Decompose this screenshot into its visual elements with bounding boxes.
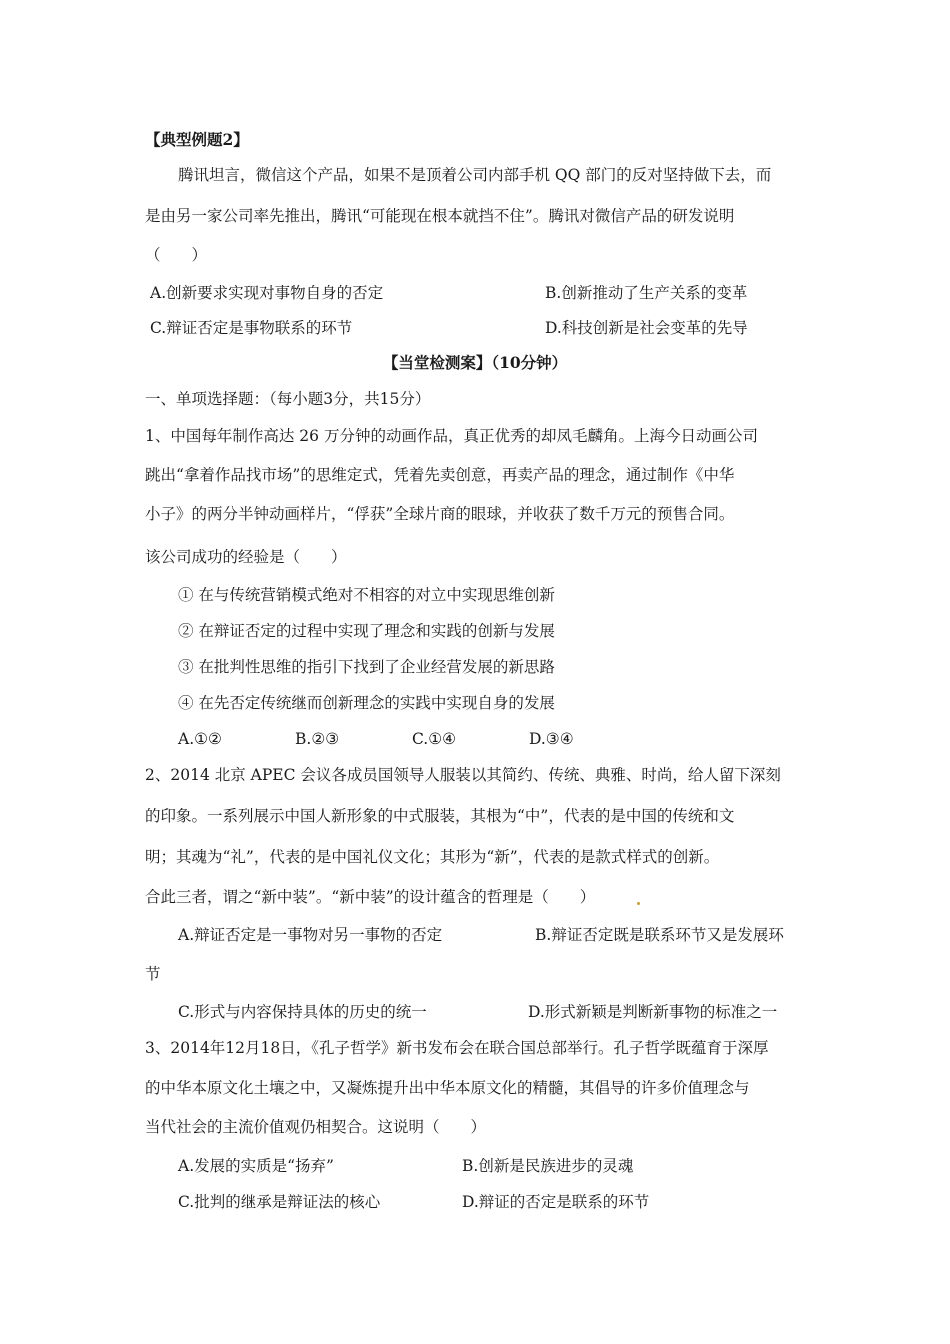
example-option-d: D.科技创新是社会变革的先导 bbox=[545, 319, 748, 337]
q1-text-line: 该公司成功的经验是（ ） bbox=[145, 548, 347, 566]
q1-text-line: 小子》的两分半钟动画样片，“俘获”全球片商的眼球，并收获了数千万元的预售合同。 bbox=[145, 505, 735, 523]
q1-option-d: D.③④ bbox=[529, 730, 574, 748]
q1-text-line: 1、中国每年制作高达 26 万分钟的动画作品，真正优秀的却凤毛麟角。上海今日动画公司 bbox=[145, 427, 758, 445]
q3-option-d: D.辩证的否定是联系的环节 bbox=[462, 1193, 650, 1211]
example-text-line: 腾讯坦言，微信这个产品，如果不是顶着公司内部手机 QQ 部门的反对坚持做下去，而 bbox=[178, 166, 772, 184]
q3-option-c: C.批判的继承是辩证法的核心 bbox=[178, 1193, 381, 1211]
q3-text-line: 3、2014年12月18日，《孔子哲学》新书发布会在联合国总部举行。孔子哲学既蕴育于深厚 bbox=[145, 1039, 769, 1057]
q2-option-b: B.辩证否定既是联系环节又是发展环 bbox=[535, 926, 784, 944]
example-option-a: A.创新要求实现对事物自身的否定 bbox=[150, 284, 384, 302]
quiz-title: 【当堂检测案】（10分钟） bbox=[382, 353, 568, 372]
q1-text-line: 跳出“拿着作品找市场”的思维定式，凭着先卖创意，再卖产品的理念，通过制作《中华 bbox=[145, 466, 735, 484]
q1-option-c: C.①④ bbox=[412, 730, 457, 748]
example-answer-blank: （ ） bbox=[145, 246, 208, 264]
q3-text-line: 当代社会的主流价值观仍相契合。这说明（ ） bbox=[145, 1118, 487, 1136]
q2-option-d: D.形式新颖是判断新事物的标准之一 bbox=[528, 1003, 778, 1021]
q1-item: ② 在辩证否定的过程中实现了理念和实践的创新与发展 bbox=[178, 622, 555, 640]
q2-text-line: 2、2014 北京 APEC 会议各成员国领导人服装以其简约、传统、典雅、时尚，给人留下深刻 bbox=[145, 766, 781, 784]
q2-option-b-wrap: 节 bbox=[145, 965, 161, 983]
q3-option-b: B.创新是民族进步的灵魂 bbox=[462, 1157, 634, 1175]
q2-text-line: 的印象。一系列展示中国人新形象的中式服装，其根为“中”，代表的是中国的传统和文 bbox=[145, 807, 735, 825]
example-option-c: C.辩证否定是事物联系的环节 bbox=[150, 319, 353, 337]
q2-text-line: 明；其魂为“礼”，代表的是中国礼仪文化；其形为“新”，代表的是款式样式的创新。 bbox=[145, 848, 720, 866]
q2-option-c: C.形式与内容保持具体的历史的统一 bbox=[178, 1003, 427, 1021]
example-option-b: B.创新推动了生产关系的变革 bbox=[545, 284, 748, 302]
q2-option-a: A.辩证否定是一事物对另一事物的否定 bbox=[178, 926, 443, 944]
example-text-line: 是由另一家公司率先推出，腾讯“可能现在根本就挡不住”。腾讯对微信产品的研发说明 bbox=[145, 207, 735, 225]
q2-text-line: 合此三者，谓之“新中装”。“新中装”的设计蕴含的哲理是（ ） bbox=[145, 888, 596, 906]
example-heading: 【典型例题2】 bbox=[145, 130, 249, 149]
q1-item: ③ 在批判性思维的指引下找到了企业经营发展的新思路 bbox=[178, 658, 555, 676]
q1-item: ④ 在先否定传统继而创新理念的实践中实现自身的发展 bbox=[178, 694, 555, 712]
stray-mark bbox=[637, 902, 640, 905]
q1-option-a: A.①② bbox=[178, 730, 222, 748]
q1-option-b: B.②③ bbox=[295, 730, 340, 748]
q3-text-line: 的中华本原文化土壤之中，又凝炼提升出中华本原文化的精髓，其倡导的许多价值理念与 bbox=[145, 1079, 750, 1097]
q3-option-a: A.发展的实质是“扬弃” bbox=[178, 1157, 334, 1175]
section-heading: 一、单项选择题：（每小题3分，共15分） bbox=[145, 390, 431, 408]
q1-item: ① 在与传统营销模式绝对不相容的对立中实现思维创新 bbox=[178, 586, 555, 604]
